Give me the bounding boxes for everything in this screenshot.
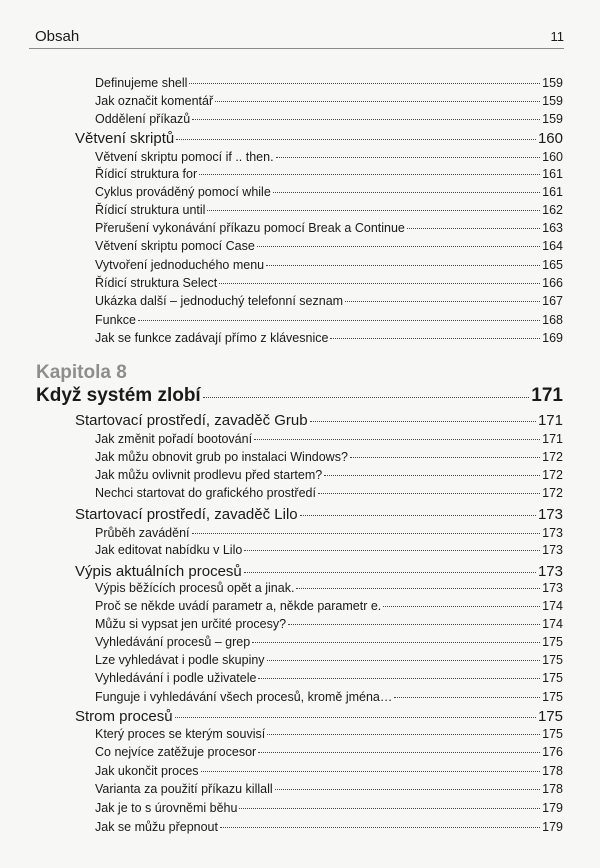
toc-entry-title: Větvení skriptu pomocí Case [95,239,255,253]
toc-entry [95,581,563,595]
toc-entry-page: 173 [542,543,563,557]
toc-entry-title: Když systém zlobí [36,385,201,406]
toc-entry-title: Proč se někde uvádí parametr a, někde parametr e. [95,599,382,613]
dot-leader [407,228,540,229]
toc-entry [95,185,563,199]
toc-entry-title: Strom procesů [75,708,173,725]
dot-leader [176,139,536,140]
toc-entry [95,294,563,308]
toc-entry [95,258,563,272]
dot-leader [252,642,540,643]
toc-entry [95,635,563,649]
toc-entry-title: Můžu si vypsat jen určité procesy? [95,617,287,631]
toc-entry-title: Vyhledávání procesů – grep [95,635,251,649]
dot-leader [350,457,540,458]
dot-leader [273,192,540,193]
toc-entry-title: Jak změnit pořadí bootování [95,432,253,446]
toc-entry [95,671,563,685]
toc-entry [95,690,563,704]
toc-entry-title: Průběh zavádění [95,526,190,540]
toc-entry [95,617,563,631]
toc-entry [95,801,563,815]
toc-entry-title: Jak editovat nabídku v Lilo [95,543,243,557]
toc-entry [95,526,563,540]
dot-leader [220,827,540,828]
dot-leader [266,265,540,266]
page-header [29,24,564,49]
toc-entry-page: 159 [542,76,563,90]
toc-entry-title: Ukázka další – jednoduchý telefonní seznam [95,294,344,308]
toc-entry-page: 173 [537,563,563,580]
dot-leader [318,493,540,494]
toc-entry [95,112,563,126]
dot-leader [192,119,540,120]
toc-entry-title: Větvení skriptů [75,130,175,147]
toc-entry-title: Řídicí struktura Select [95,276,218,290]
toc-entry-title: Funkce [95,313,136,327]
toc-entry [95,432,563,446]
toc-entry [95,764,563,778]
dot-leader [267,734,540,735]
toc-entry [95,820,563,834]
toc-entry-page: 172 [542,468,563,482]
toc-entry-title: Řídicí struktura for [95,167,198,181]
toc-entry [95,221,563,235]
toc-entry-page: 173 [542,581,563,595]
toc-entry [95,468,563,482]
toc-entry-page: 175 [542,671,563,685]
toc-entry-title: Řídicí struktura until [95,203,206,217]
toc-entry [95,239,563,253]
dot-leader [199,174,540,175]
toc-entry-title: Jak označit komentář [95,94,214,108]
toc-entry-page: 166 [542,276,563,290]
dot-leader [203,397,530,398]
toc-entry-title: Co nejvíce zatěžuje procesor [95,745,257,759]
dot-leader [288,624,540,625]
toc-entry [95,782,563,796]
toc-entry-title: Vytvoření jednoduchého menu [95,258,265,272]
dot-leader [310,421,536,422]
toc-entry-page: 167 [542,294,563,308]
toc-entry-title: Výpis běžících procesů opět a jinak. [95,581,295,595]
toc-entry-page: 162 [542,203,563,217]
toc-entry-page: 169 [542,331,563,345]
toc-entry-page: 172 [542,486,563,500]
toc-entry [95,486,563,500]
toc-entry-page: 179 [542,801,563,815]
dot-leader [215,101,540,102]
toc-entry-page: 159 [542,94,563,108]
toc-entry-page: 178 [542,782,563,796]
toc-entry-page: 175 [537,708,563,725]
toc-entry [95,150,563,164]
dot-leader [239,808,540,809]
toc-entry-page: 171 [531,385,563,406]
dot-leader [192,533,541,534]
toc-entry [75,708,563,725]
dot-leader [257,246,540,247]
toc-entry-title: Lze vyhledávat i podle skupiny [95,653,265,667]
dot-leader [330,338,540,339]
toc-entry [95,543,563,557]
toc-entry [95,599,563,613]
toc-entry-page: 175 [542,653,563,667]
toc-entry-title: Jak můžu obnovit grub po instalaci Windows? [95,450,348,464]
toc-entry-title: Větvení skriptu pomocí if .. then. [95,150,274,164]
toc-entry-title: Jak se můžu přepnout [95,820,218,834]
dot-leader [276,157,541,158]
toc-entry-page: 172 [542,450,563,464]
toc-entry-page: 171 [537,412,563,429]
toc-entry [95,313,563,327]
toc-entry [95,450,563,464]
toc-entry-page: 173 [542,526,563,540]
toc-entry [95,94,563,108]
toc-entry-page: 163 [542,221,563,235]
toc-entry-title: Který proces se kterým souvisí [95,727,266,741]
toc-entry-page: 178 [542,764,563,778]
dot-leader [324,475,540,476]
section-title: Obsah [35,28,80,45]
dot-leader [244,572,536,573]
toc-entry-page: 168 [542,313,563,327]
toc-entry-title: Přerušení vykonávání příkazu pomocí Break a Continue [95,221,405,235]
dot-leader [383,606,540,607]
toc-entry-page: 159 [542,112,563,126]
dot-leader [267,660,541,661]
dot-leader [201,771,541,772]
dot-leader [345,301,540,302]
toc-entry [75,412,563,429]
toc-entry [95,167,563,181]
toc-entry-title: Varianta za použití příkazu killall [95,782,273,796]
dot-leader [138,320,540,321]
toc-entry-title: Jak se funkce zadávají přímo z klávesnice [95,331,329,345]
toc-entry-title: Jak můžu ovlivnit prodlevu před startem? [95,468,323,482]
dot-leader [258,752,540,753]
toc-entry-title: Definujeme shell [95,76,188,90]
toc-entry-page: 174 [542,599,563,613]
toc-entry-page: 179 [542,820,563,834]
dot-leader [207,210,540,211]
chapter-label: Kapitola 8 [36,362,127,383]
toc-entry-title: Nechci startovat do grafického prostředí [95,486,316,500]
toc-entry-page: 174 [542,617,563,631]
toc-entry-page: 171 [542,432,563,446]
toc-entry [75,130,563,147]
toc-entry [75,506,563,523]
toc-entry-page: 175 [542,690,563,704]
dot-leader [300,515,536,516]
toc-entry-page: 160 [542,150,563,164]
dot-leader [175,717,536,718]
dot-leader [275,789,541,790]
toc-entry-page: 161 [542,185,563,199]
toc-entry-page: 175 [542,635,563,649]
toc-entry-page: 164 [542,239,563,253]
toc-entry [36,385,563,407]
dot-leader [244,550,540,551]
toc-entry-page: 173 [537,506,563,523]
toc-entry-page: 160 [537,130,563,147]
toc-entry-title: Cyklus prováděný pomocí while [95,185,271,199]
dot-leader [258,678,540,679]
toc-entry [75,563,563,580]
page-number: 11 [550,29,564,44]
dot-leader [394,697,540,698]
dot-leader [189,83,540,84]
toc-entry-title: Vyhledávání i podle uživatele [95,671,257,685]
dot-leader [219,283,540,284]
toc-entry-page: 175 [542,727,563,741]
toc-entry-title: Funguje i vyhledávání všech procesů, kromě jména… [95,690,393,704]
toc-entry [95,331,563,345]
toc-entry-title: Oddělení příkazů [95,112,191,126]
toc-entry-title: Startovací prostředí, zavaděč Lilo [75,506,298,523]
toc-entry-page: 161 [542,167,563,181]
dot-leader [296,588,540,589]
toc-entry [95,745,563,759]
toc-entry [95,653,563,667]
toc-entry [95,203,563,217]
dot-leader [254,439,540,440]
toc-entry-title: Jak je to s úrovněmi běhu [95,801,238,815]
toc-entry-page: 176 [542,745,563,759]
toc-entry-title: Jak ukončit proces [95,764,199,778]
toc-entry-page: 165 [542,258,563,272]
toc-entry [95,76,563,90]
toc-entry [95,727,563,741]
toc-entry-title: Výpis aktuálních procesů [75,563,242,580]
toc-entry-title: Startovací prostředí, zavaděč Grub [75,412,308,429]
toc-entry [95,276,563,290]
